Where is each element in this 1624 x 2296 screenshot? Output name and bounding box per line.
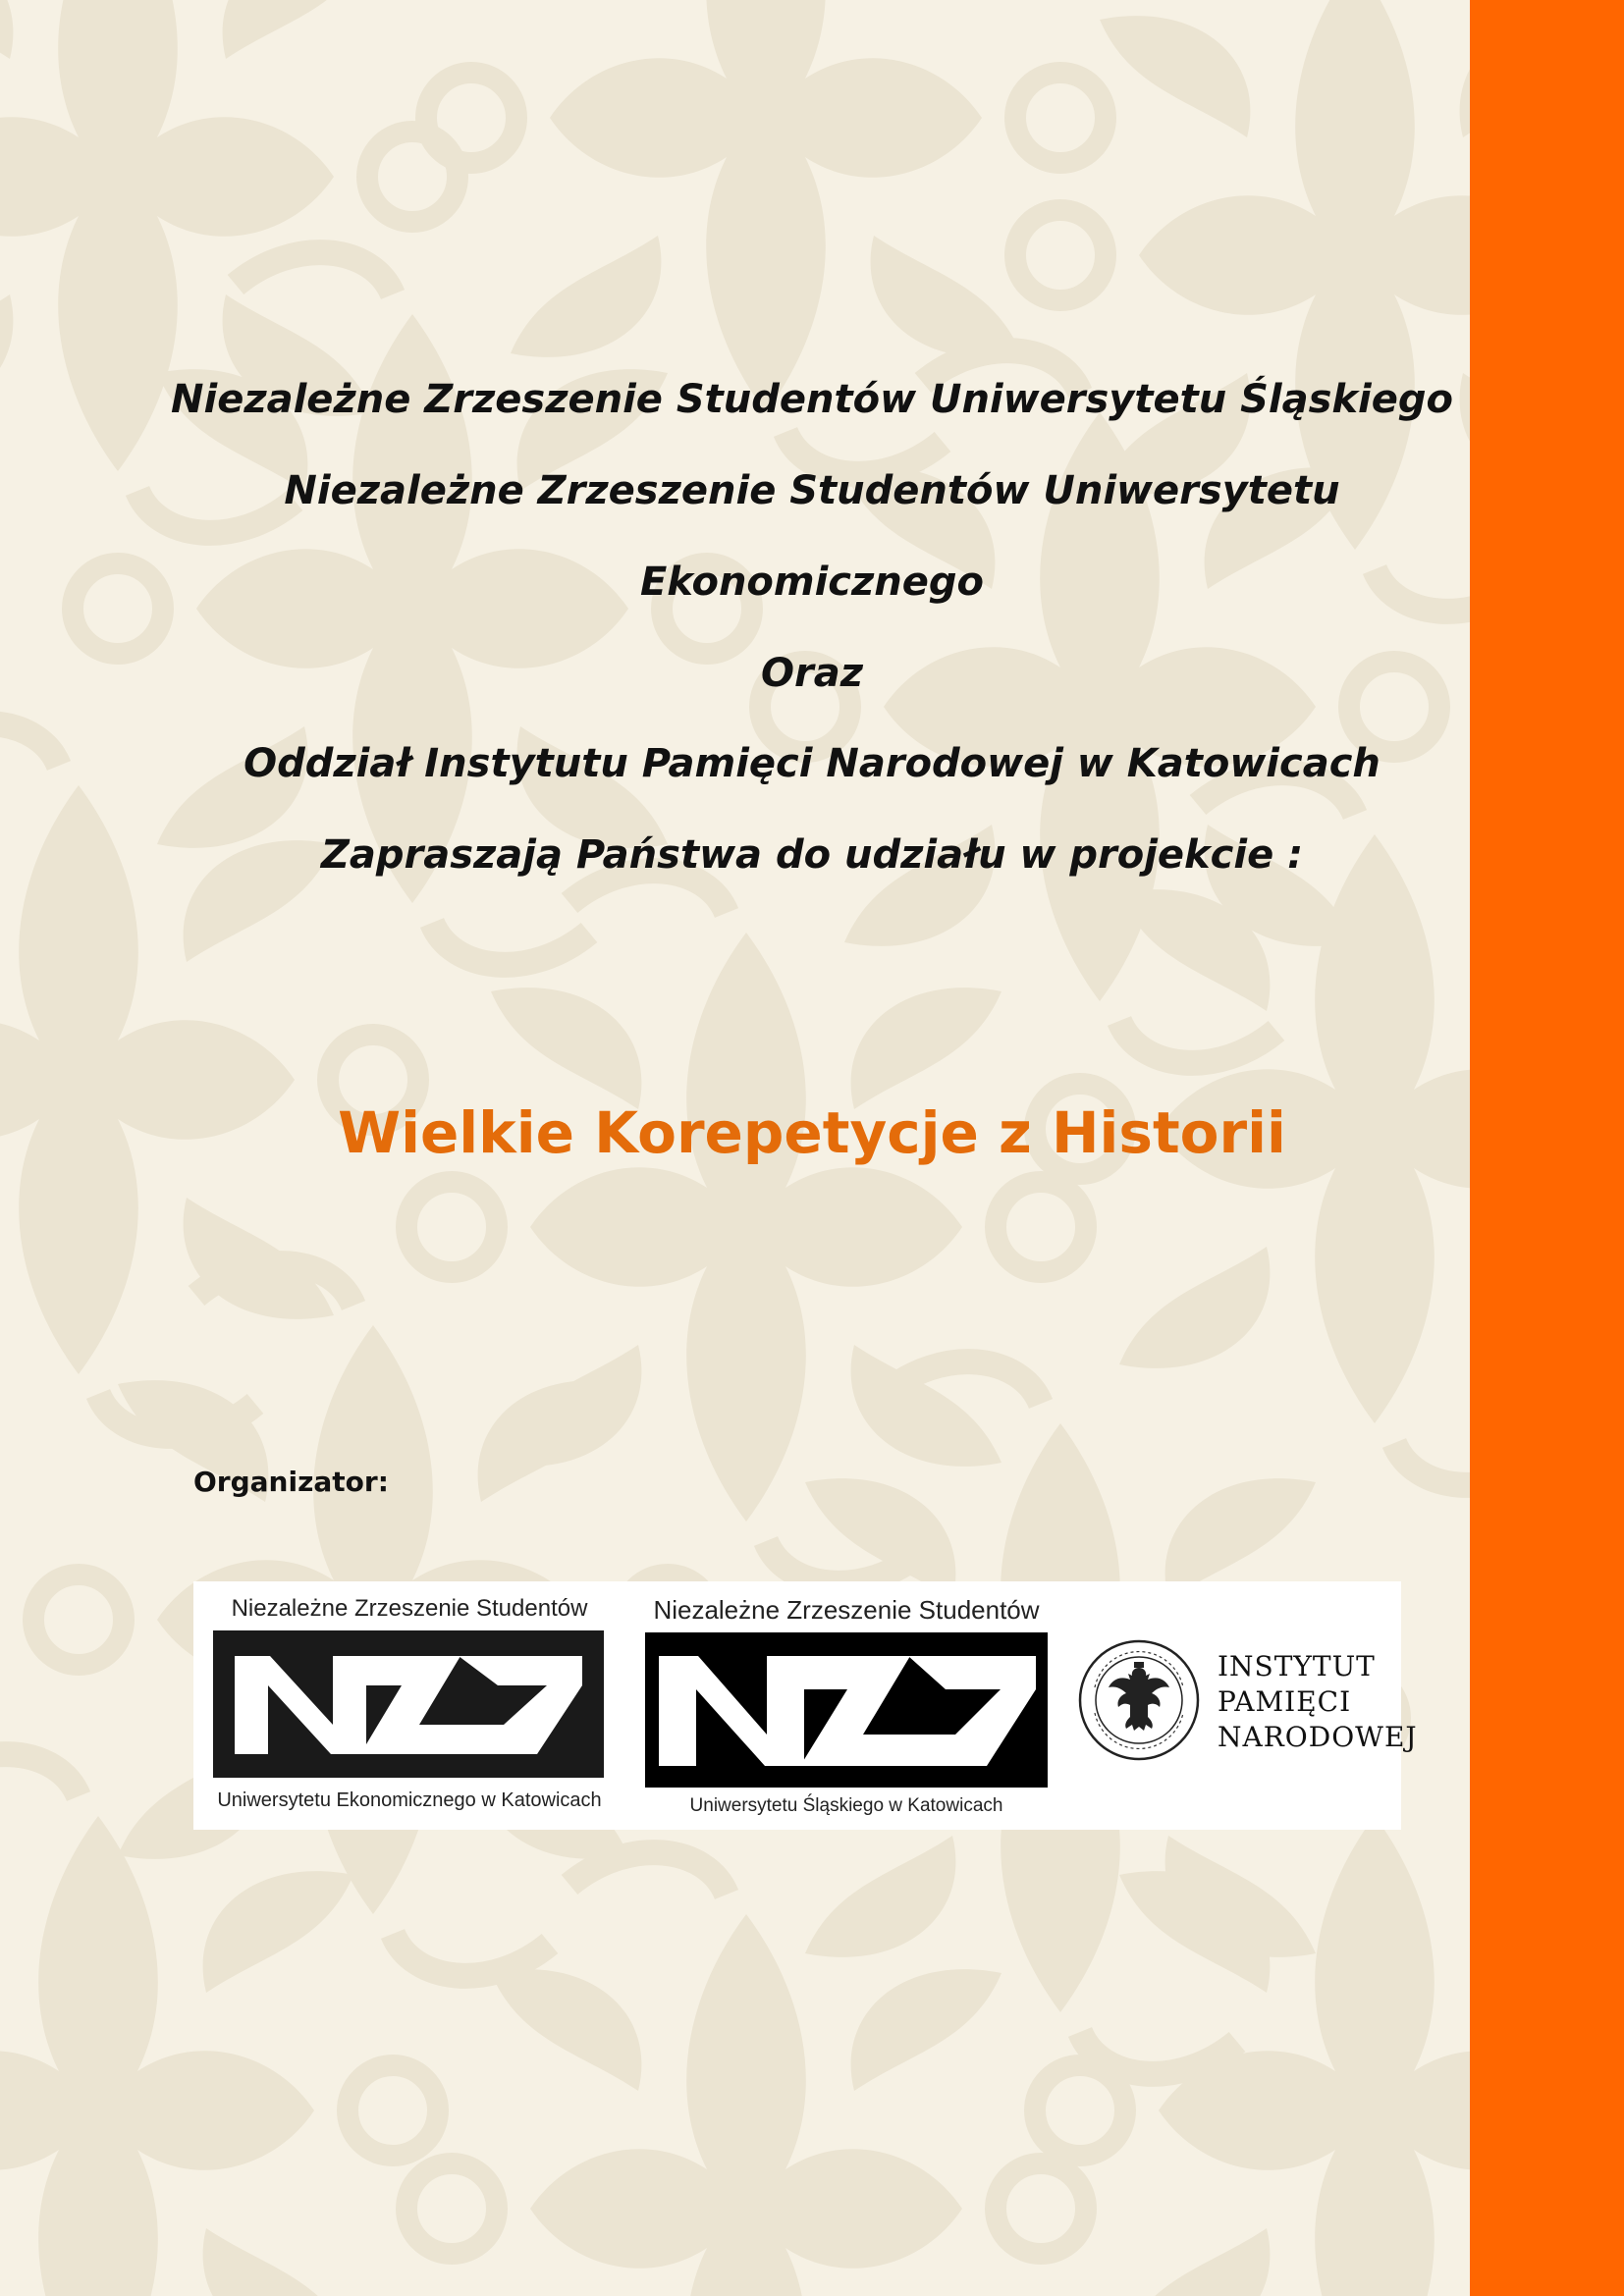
ipn-logo-line-3: NARODOWEJ — [1218, 1721, 1418, 1753]
ipn-logo-line-1: INSTYTUT — [1218, 1650, 1376, 1682]
organizer-label: Organizator: — [193, 1466, 389, 1498]
invitation-line-3: Ekonomicznego — [639, 560, 985, 605]
nzs-ue-logo-mark — [213, 1630, 604, 1778]
project-title: Wielkie Korepetycje z Historii — [338, 1099, 1286, 1166]
nzs-ue-logo-top-text: Niezależne Zrzeszenie Studentów — [231, 1595, 588, 1622]
nzs-ue-logo-bottom-text: Uniwersytetu Ekonomicznego w Katowicach — [217, 1789, 602, 1811]
nzs-lettermark-icon — [213, 1630, 604, 1778]
invitation-line-2: Niezależne Zrzeszenie Studentów Uniwersytetu — [284, 468, 1340, 513]
invitation-line-1: Niezależne Zrzeszenie Studentów Uniwersytetu Śląskiego — [171, 377, 1453, 422]
nzs-us-logo-mark — [645, 1632, 1048, 1788]
nzs-us-logo — [645, 1581, 1048, 1830]
invitation-line-6: Zapraszają Państwa do udziału w projekcie : — [320, 832, 1304, 878]
nzs-us-logo-top-text: Niezależne Zrzeszenie Studentów — [653, 1595, 1040, 1625]
invitation-line-5: Oddział Instytutu Pamięci Narodowej w Katowicach — [244, 741, 1380, 786]
nzs-lettermark-icon — [645, 1632, 1048, 1788]
nzs-ue-logo — [213, 1581, 606, 1830]
ipn-eagle-seal-icon — [1077, 1638, 1201, 1762]
ipn-logo — [1077, 1638, 1418, 1776]
ipn-logo-line-2: PAMIĘCI — [1218, 1685, 1352, 1718]
nzs-us-logo-bottom-text: Uniwersytetu Śląskiego w Katowicach — [689, 1795, 1003, 1816]
organizer-logos-strip — [193, 1581, 1418, 1830]
invitation-line-4: Oraz — [760, 651, 863, 696]
